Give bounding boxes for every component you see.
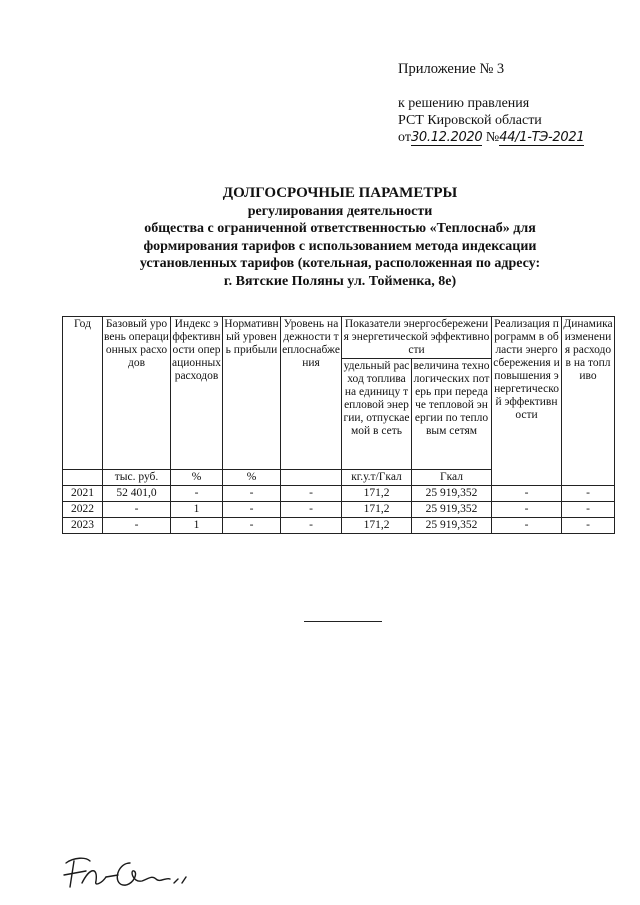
cell-programs: - [492, 486, 562, 502]
table-row [63, 518, 615, 534]
number-prefix: № [485, 130, 500, 145]
cell-fuel: 171,2 [342, 518, 412, 534]
title-line-1: ДОЛГОСРОЧНЫЕ ПАРАМЕТРЫ [222, 185, 458, 201]
cell-index: - [171, 486, 223, 502]
header-energy-saving-group: Показатели энергосбережения энергетической эффективности [342, 317, 492, 359]
table-row [63, 486, 615, 502]
title-line-3: общества с ограниченной ответственностью «Теплоснаб» для [144, 221, 536, 236]
header-year: Год [63, 317, 103, 470]
unit-norm-profit: % [223, 470, 281, 486]
end-divider [304, 621, 382, 622]
cell-programs: - [492, 502, 562, 518]
unit-base-level: тыс. руб. [103, 470, 171, 486]
decision-number: 44/1-ТЭ-2021 [499, 130, 585, 145]
cell-year: 2022 [63, 502, 103, 518]
cell-dynamics: - [562, 486, 615, 502]
cell-base: - [103, 518, 171, 534]
table-row [63, 502, 615, 518]
cell-programs: - [492, 518, 562, 534]
cell-index: 1 [171, 502, 223, 518]
header-heat-losses: величина технологических потерь при передаче тепловой энергии по тепловым сетям [412, 359, 492, 470]
document-title [60, 185, 620, 290]
header-norm-profit: Нормативный уровень прибыли [223, 317, 281, 470]
parameters-table [62, 316, 615, 534]
cell-reliability: - [281, 486, 342, 502]
unit-heat-losses: Гкал [412, 470, 492, 486]
handwritten-signature [60, 853, 190, 898]
decision-reference [398, 95, 584, 146]
cell-base: 52 401,0 [103, 486, 171, 502]
title-line-2: регулирования деятельности [247, 203, 433, 219]
cell-reliability: - [281, 502, 342, 518]
cell-losses: 25 919,352 [412, 518, 492, 534]
header-efficiency-index: Индекс эффективности операционных расходов [171, 317, 223, 470]
title-line-4: формирования тарифов с использованием метода индексации [143, 238, 537, 254]
cell-reliability: - [281, 518, 342, 534]
cell-fuel: 171,2 [342, 502, 412, 518]
decision-date-number [398, 129, 584, 146]
cell-profit: - [223, 502, 281, 518]
cell-dynamics: - [562, 502, 615, 518]
unit-efficiency-index: % [171, 470, 223, 486]
unit-reliability [281, 470, 342, 486]
cell-losses: 25 919,352 [412, 502, 492, 518]
decision-line-2: РСТ Кировской области [398, 113, 542, 128]
cell-fuel: 171,2 [342, 486, 412, 502]
header-reliability: Уровень надежности теплоснабжения [281, 317, 342, 470]
cell-year: 2023 [63, 518, 103, 534]
cell-index: 1 [171, 518, 223, 534]
date-prefix: от [398, 130, 411, 145]
title-line-6: г. Вятские Поляны ул. Тойменка, 8е) [223, 273, 457, 289]
decision-date: 30.12.2020 [410, 130, 483, 145]
title-line-5: установленных тарифов (котельная, расположенная по адресу: [139, 256, 541, 271]
cell-profit: - [223, 518, 281, 534]
cell-losses: 25 919,352 [412, 486, 492, 502]
unit-year [63, 470, 103, 486]
header-programs: Реализация программ в области энергосбережения и повышения энергетической эффективности [492, 317, 562, 486]
cell-dynamics: - [562, 518, 615, 534]
cell-year: 2021 [63, 486, 103, 502]
header-fuel-rate: удельный расход топлива на единицу тепловой энергии, отпускаемой в сеть [342, 359, 412, 470]
cell-base: - [103, 502, 171, 518]
cell-profit: - [223, 486, 281, 502]
appendix-label: Приложение № 3 [398, 61, 505, 77]
decision-line-1: к решению правления [398, 96, 530, 111]
header-base-level: Базовый уровень операционных расходов [103, 317, 171, 470]
header-fuel-dynamics: Динамика изменения расходов на топливо [562, 317, 615, 486]
unit-fuel-rate: кг.у.т/Гкал [342, 470, 412, 486]
